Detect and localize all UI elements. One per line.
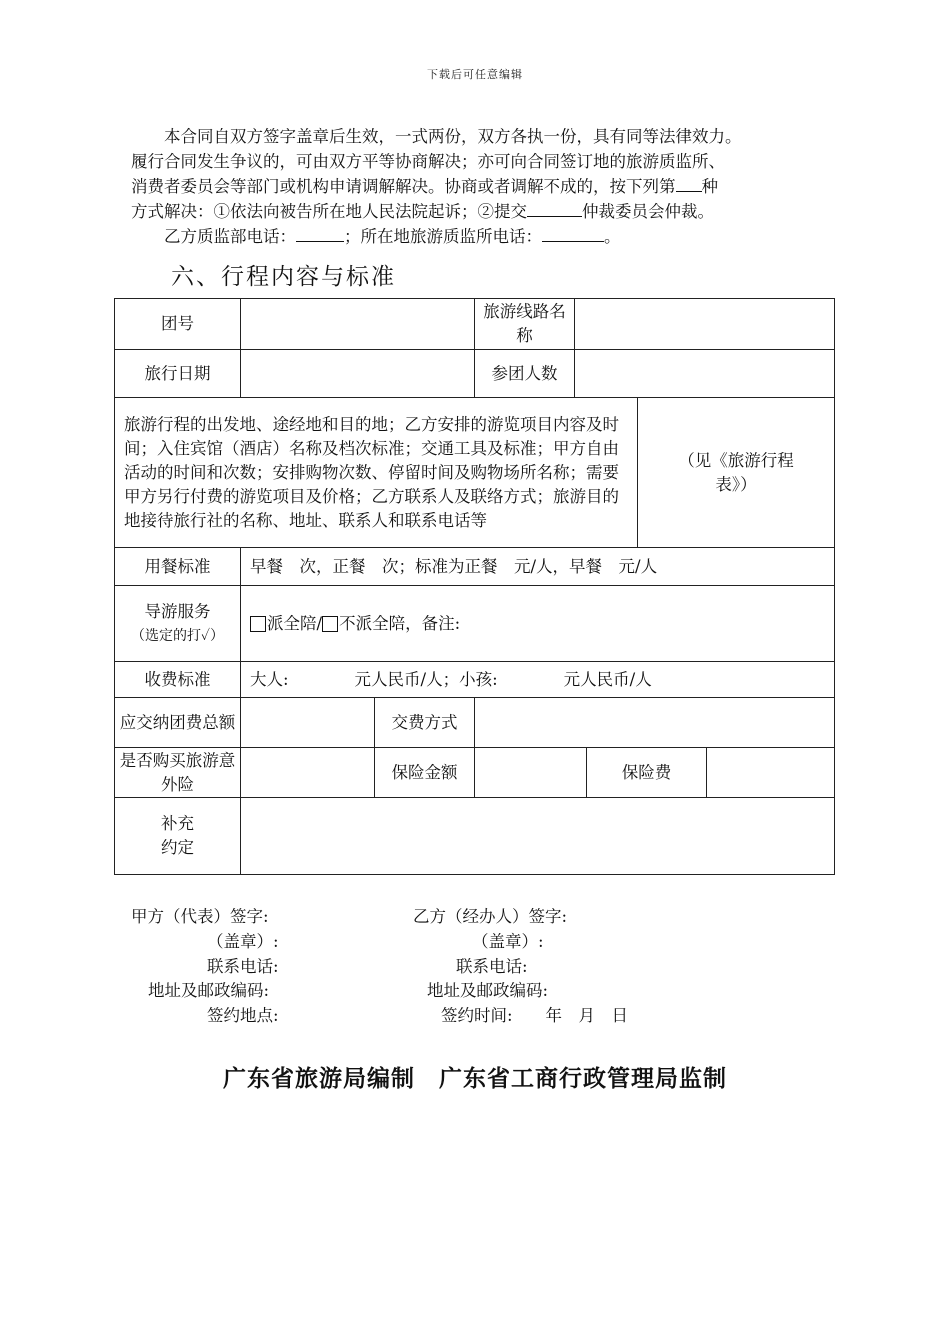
guide-service-options: [241, 586, 835, 662]
insurance-field[interactable]: [241, 748, 375, 798]
signing-place: 签约地点:: [207, 1006, 279, 1025]
total-fee-label: 应交纳团费总额: [114, 698, 241, 748]
group-no-field[interactable]: [241, 298, 475, 350]
total-fee-field[interactable]: [241, 698, 375, 748]
dispute-clause: [131, 124, 841, 249]
party-b-phone: 联系电话:: [456, 957, 528, 976]
insured-amount-label: 保险金额: [375, 748, 475, 798]
premium-label: 保险费: [587, 748, 707, 798]
group-no-label: 团号: [114, 298, 241, 350]
clause-line-1: 本合同自双方签字盖章后生效，一式两份，双方各执一份，具有同等法律效力。: [164, 127, 742, 146]
full-escort-label: 派全陪/: [267, 613, 323, 633]
party-a-seal: （盖章）:: [207, 932, 279, 951]
fee-standard-label: 收费标准: [114, 662, 241, 698]
meal-standard-value[interactable]: 早餐 次，正餐 次；标准为正餐 元/人，早餐 元/人: [241, 548, 835, 586]
itinerary-reference: （见《旅游行程表》）: [638, 398, 835, 548]
page-header-note: 下载后可任意编辑: [427, 68, 523, 81]
full-escort-checkbox[interactable]: [250, 616, 266, 632]
guide-service-label: 导游服务: [144, 601, 211, 621]
itinerary-table: [114, 298, 835, 875]
travel-date-label: 旅行日期: [114, 350, 241, 398]
footer-issuers: 广东省旅游局编制 广东省工商行政管理局监制: [223, 1066, 727, 1092]
guide-service-note: （选定的打✓）: [130, 627, 225, 644]
local-phone-blank[interactable]: [542, 224, 604, 242]
supplementary-label: 补充约定: [114, 798, 241, 875]
party-b-address: 地址及邮政编码:: [427, 981, 549, 1000]
no-escort-checkbox[interactable]: [322, 616, 338, 632]
method-choice-blank[interactable]: [676, 174, 702, 192]
fee-standard-value[interactable]: 大人: 元人民币/人；小孩: 元人民币/人: [241, 662, 835, 698]
signing-time: 签约时间: 年 月 日: [441, 1006, 629, 1025]
route-name-label: 旅游线路名称: [475, 298, 575, 350]
party-b-signature: 乙方（经办人）签字:: [413, 907, 568, 926]
clause-line-4: [131, 199, 841, 224]
clause-line-3-end: 种: [701, 177, 718, 196]
guide-service-label-cell: [114, 586, 241, 662]
payment-method-field[interactable]: [475, 698, 835, 748]
route-name-field[interactable]: [575, 298, 835, 350]
supervision-phone-blank[interactable]: [296, 224, 344, 242]
clause-line-4-text: 方式解决：①依法向被告所在地人民法院起诉；②提交: [131, 202, 527, 221]
clause-line-3-text: 消费者委员会等部门或机构申请调解解决。协商或者调解不成的，按下列第: [131, 177, 676, 196]
section-title: 六、行程内容与标准: [171, 264, 396, 290]
party-a-address: 地址及邮政编码:: [148, 981, 270, 1000]
meal-standard-label: 用餐标准: [114, 548, 241, 586]
clause-line-5: [131, 224, 841, 249]
insured-amount-field[interactable]: [475, 748, 587, 798]
clause-line-4-end: 仲裁委员会仲裁。: [582, 202, 714, 221]
local-phone-label: ；所在地旅游质监所电话：: [344, 227, 542, 246]
clause-line-2: 履行合同发生争议的，可由双方平等协商解决；亦可向合同签订地的旅游质监所、: [131, 152, 725, 171]
travel-date-field[interactable]: [241, 350, 475, 398]
supervision-phone-label: 乙方质监部电话：: [164, 227, 296, 246]
no-escort-label: 不派全陪，备注:: [339, 613, 461, 633]
party-b-seal: （盖章）:: [472, 932, 544, 951]
payment-method-label: 交费方式: [375, 698, 475, 748]
supplementary-field[interactable]: [241, 798, 835, 875]
itinerary-description: 旅游行程的出发地、途经地和目的地；乙方安排的游览项目内容及时间；入住宾馆（酒店）名称及档次标准；交通工具及标准；甲方自由活动的时间和次数；安排购物次数、停留时间及购物场所名称；需要甲方另行付费的游览项目及价格；乙方联系人及联络方式；旅游目的地接待旅行社的名称、地址、联系人和联系电话等: [114, 398, 638, 548]
insurance-label: 是否购买旅游意外险: [114, 748, 241, 798]
arbitration-blank[interactable]: [527, 199, 582, 217]
clause-line-3: [131, 174, 841, 199]
clause-line-5-end: 。: [604, 227, 621, 246]
participants-label: 参团人数: [475, 350, 575, 398]
party-a-phone: 联系电话:: [207, 957, 279, 976]
premium-field[interactable]: [707, 748, 835, 798]
participants-field[interactable]: [575, 350, 835, 398]
party-a-signature: 甲方（代表）签字:: [131, 907, 269, 926]
